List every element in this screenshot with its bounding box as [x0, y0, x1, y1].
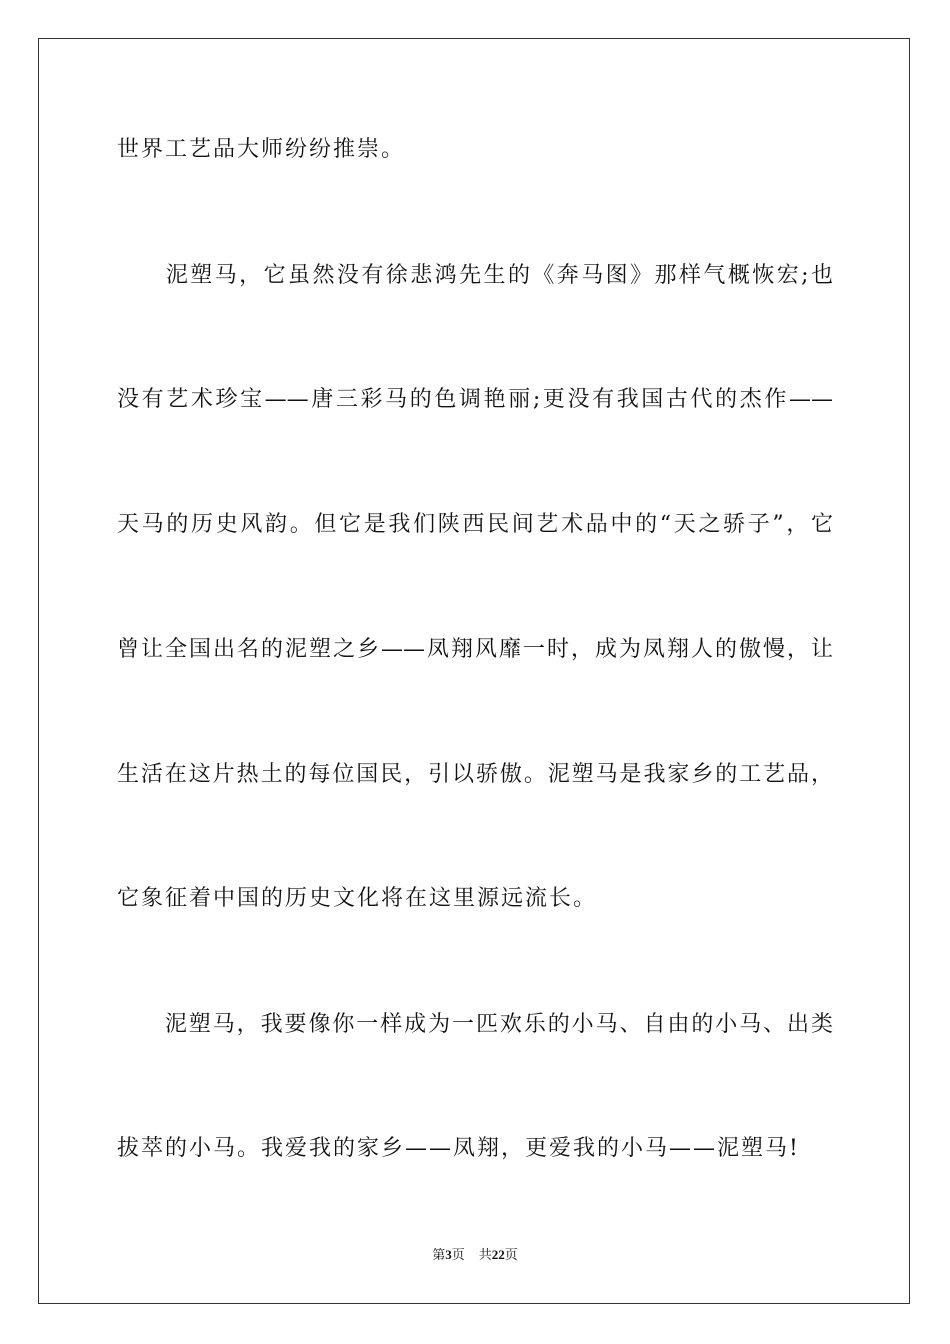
text-line-6: 生活在这片热土的每位国民，引以骄傲。泥塑马是我家乡的工艺品， [117, 762, 833, 787]
page-border [38, 38, 910, 1304]
page-suffix: 页 [451, 1248, 465, 1263]
text-line-2: 泥塑马，它虽然没有徐悲鸿先生的《奔马图》那样气概恢宏;也 [117, 263, 833, 288]
page-number: 3 [445, 1247, 452, 1262]
text-line-4: 天马的历史风韵。但它是我们陕西民间艺术品中的“天之骄子”，它 [117, 512, 833, 537]
page-prefix: 第 [432, 1248, 446, 1263]
text-line-1: 世界工艺品大师纷纷推崇。 [117, 137, 406, 162]
text-line-5: 曾让全国出名的泥塑之乡——凤翔风靡一时，成为凤翔人的傲慢，让 [117, 637, 833, 662]
total-pages: 22 [491, 1247, 505, 1262]
text-line-9: 拔萃的小马。我爱我的家乡——凤翔，更爱我的小马——泥塑马! [117, 1136, 800, 1161]
text-line-8: 泥塑马，我要像你一样成为一匹欢乐的小马、自由的小马、出类 [117, 1012, 833, 1037]
page-footer [0, 1246, 950, 1265]
total-prefix: 共 [478, 1248, 492, 1263]
text-line-7: 它象征着中国的历史文化将在这里源远流长。 [117, 886, 598, 911]
total-suffix: 页 [504, 1248, 518, 1263]
text-line-3: 没有艺术珍宝——唐三彩马的色调艳丽;更没有我国古代的杰作—— [117, 387, 833, 412]
